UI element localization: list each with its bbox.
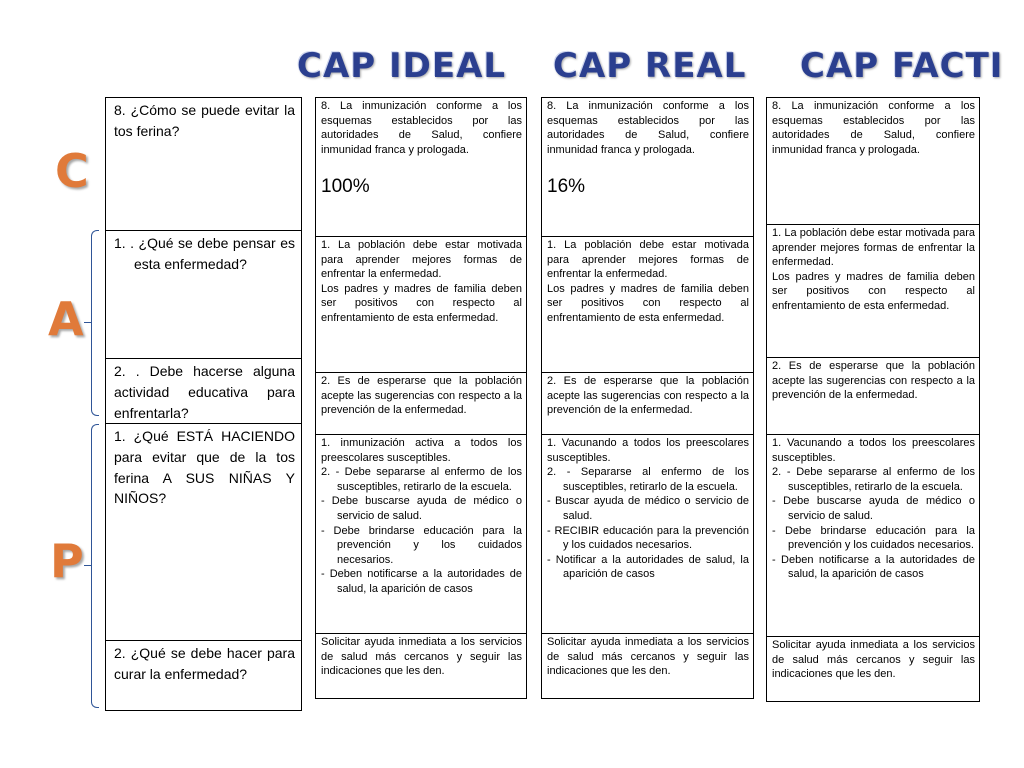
question-text: 2. . Debe hacerse alguna actividad educativa para enfrentarla? bbox=[114, 363, 295, 421]
facti-p2-text: Solicitar ayuda inmediata a los servicios de salud más cercanos y seguir las indicaciones que les den. bbox=[772, 639, 975, 681]
ideal-p2-text: Solicitar ayuda inmediata a los servicios de salud más cercanos y seguir las indicaciones que les den. bbox=[321, 636, 522, 678]
cap-facti-column bbox=[766, 97, 980, 702]
real-p1-item: 2. - Separarse al enfermo de los susceptibles, retirarlo de la escuela. bbox=[547, 466, 749, 493]
ideal-p1-item: 1. inmunización activa a todos los preescolares susceptibles. bbox=[321, 437, 522, 464]
question-p-cure bbox=[105, 640, 302, 711]
real-p1-item: 1. Vacunando a todos los preescolares susceptibles. bbox=[547, 437, 749, 464]
question-a-educational bbox=[105, 358, 302, 424]
real-a2-cell bbox=[541, 372, 754, 435]
real-p1-cell bbox=[541, 434, 754, 634]
question-text: 1. ¿Qué ESTÁ HACIENDO para evitar que de la tos ferina A SUS NIÑAS Y NIÑOS? bbox=[114, 428, 295, 507]
real-p1-item: - Notificar a la autoridades de salud, la aparición de casos bbox=[547, 553, 749, 581]
ideal-p1-item: 2. - Debe separarse al enfermo de los susceptibles, retirarlo de la escuela. bbox=[321, 466, 522, 493]
ideal-a1-cell bbox=[315, 236, 527, 373]
ideal-percentage: 100% bbox=[321, 176, 370, 198]
real-p1-item: - Buscar ayuda de médico o servicio de salud. bbox=[547, 495, 749, 522]
real-a1-cell bbox=[541, 236, 754, 373]
question-c-prevent bbox=[105, 97, 302, 231]
ideal-c-text: 8. La inmunización conforme a los esquemas establecidos por las autoridades de Salud, confiere inmunidad franca y prologada. bbox=[321, 100, 522, 156]
real-percentage: 16% bbox=[547, 176, 586, 198]
real-a2-text: 2. Es de esperarse que la población acepte las sugerencias con respecto a la prevención de la enfermedad. bbox=[547, 375, 749, 417]
facti-p1-item: 1. Vacunando a todos los preescolares susceptibles. bbox=[772, 437, 975, 464]
facti-c-cell bbox=[766, 97, 980, 225]
ideal-a2-text: 2. Es de esperarse que la población acepte las sugerencias con respecto a la prevención de la enfermedad. bbox=[321, 375, 522, 417]
ideal-a1b-text: Los padres y madres de familia deben ser positivos con respecto al enfrentamiento de esta enfermedad. bbox=[321, 282, 522, 324]
facti-a1-cell bbox=[766, 224, 980, 358]
facti-a2-cell bbox=[766, 357, 980, 435]
questions-column bbox=[105, 97, 302, 711]
brace-a bbox=[91, 230, 99, 416]
real-c-cell bbox=[541, 97, 754, 237]
facti-a1-text: 1. La población debe estar motivada para aprender mejores formas de enfrentar la enfermedad. bbox=[772, 227, 975, 269]
cap-real-column bbox=[541, 97, 754, 699]
ideal-p1-item: - Deben notificarse a la autoridades de salud, la aparición de casos bbox=[321, 568, 522, 595]
question-text: 8. ¿Cómo se puede evitar la tos ferina? bbox=[114, 102, 295, 139]
real-p2-cell bbox=[541, 633, 754, 699]
letter-p: P bbox=[50, 534, 84, 588]
ideal-p1-item: - Debe brindarse educación para la prevención y los cuidados necesarios. bbox=[321, 524, 522, 566]
header-cap-facti: CAP FACTI bbox=[800, 46, 1004, 86]
real-a1-text: 1. La población debe estar motivada para aprender mejores formas de enfrentar la enfermedad. bbox=[547, 239, 749, 281]
question-text: 2. ¿Qué se debe hacer para curar la enfermedad? bbox=[114, 645, 295, 682]
brace-p-connector bbox=[84, 565, 92, 566]
real-c-text: 8. La inmunización conforme a los esquemas establecidos por las autoridades de Salud, confiere inmunidad franca y prologada. bbox=[547, 100, 749, 156]
real-p1-item: - RECIBIR educación para la prevención y los cuidados necesarios. bbox=[547, 524, 749, 552]
facti-p1-item: - Debe buscarse ayuda de médico o servicio de salud. bbox=[772, 495, 975, 522]
ideal-p1-item: - Debe buscarse ayuda de médico o servicio de salud. bbox=[321, 495, 522, 522]
real-p2-text: Solicitar ayuda inmediata a los servicios de salud más cercanos y seguir las indicaciones que les den. bbox=[547, 636, 749, 678]
facti-a2-text: 2. Es de esperarse que la población acepte las sugerencias con respecto a la prevención de la enfermedad. bbox=[772, 360, 975, 402]
letter-a: A bbox=[48, 292, 84, 346]
ideal-a1-text: 1. La población debe estar motivada para aprender mejores formas de enfrentar la enfermedad. bbox=[321, 239, 522, 281]
facti-p1-item: 2. - Debe separarse al enfermo de los susceptibles, retirarlo de la escuela. bbox=[772, 466, 975, 493]
ideal-p2-cell bbox=[315, 633, 527, 699]
ideal-p1-cell bbox=[315, 434, 527, 634]
facti-p1-item: - Deben notificarse a la autoridades de salud, la aparición de casos bbox=[772, 553, 975, 581]
letter-c: C bbox=[55, 144, 89, 198]
cap-ideal-column bbox=[315, 97, 527, 699]
facti-p1-cell bbox=[766, 434, 980, 637]
header-cap-real: CAP REAL bbox=[553, 46, 747, 86]
facti-p2-cell bbox=[766, 636, 980, 702]
question-text: 1. . ¿Qué se debe pensar es esta enfermedad? bbox=[114, 235, 295, 272]
ideal-c-cell bbox=[315, 97, 527, 237]
brace-a-connector bbox=[84, 322, 92, 323]
brace-p bbox=[91, 424, 99, 708]
ideal-a2-cell bbox=[315, 372, 527, 435]
facti-a1b-text: Los padres y madres de familia deben ser positivos con respecto al enfrentamiento de esta enfermedad. bbox=[772, 270, 975, 312]
facti-p1-item: - Debe brindarse educación para la prevención y los cuidados necesarios. bbox=[772, 524, 975, 552]
real-a1b-text: Los padres y madres de familia deben ser positivos con respecto al enfrentamiento de esta enfermedad. bbox=[547, 282, 749, 324]
question-p-doing bbox=[105, 423, 302, 641]
header-cap-ideal: CAP IDEAL bbox=[297, 46, 507, 86]
question-a-think bbox=[105, 230, 302, 359]
facti-c-text: 8. La inmunización conforme a los esquemas establecidos por las autoridades de Salud, confiere inmunidad franca y prologada. bbox=[772, 100, 975, 156]
